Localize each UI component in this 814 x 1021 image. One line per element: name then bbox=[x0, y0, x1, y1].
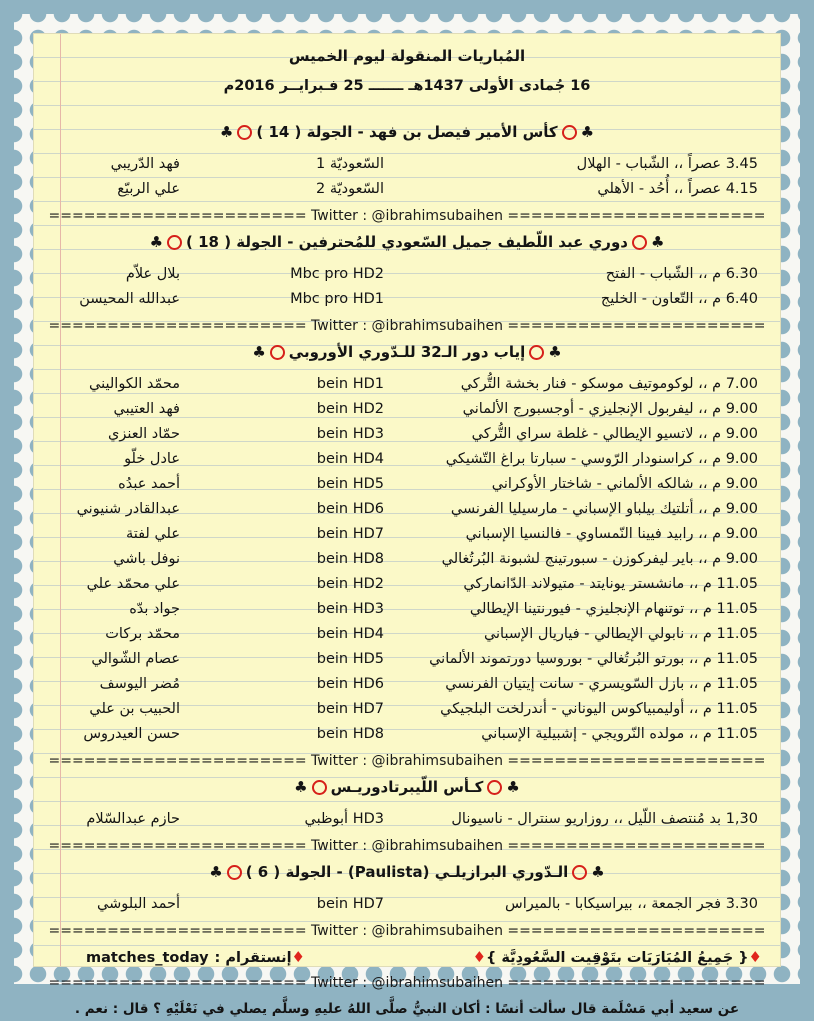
match-row bbox=[34, 807, 780, 831]
channel-text: السّعوديّة 1 bbox=[316, 156, 384, 172]
section-title-text: كأس الأمير فيصل بن فهد - الجولة ( 14 ) bbox=[256, 123, 558, 141]
ring-icon bbox=[167, 235, 182, 250]
match-text: 3.45 عصراً ،، الشّباب - الهلال bbox=[576, 156, 758, 172]
channel-text: bein HD2 bbox=[316, 576, 384, 592]
match-row bbox=[34, 497, 780, 521]
match-row bbox=[34, 697, 780, 721]
ring-icon bbox=[227, 865, 242, 880]
section-title bbox=[34, 860, 780, 884]
match-text: 11.05 م ،، مانشستر يونايتد - متيولاند الدّانماركي bbox=[463, 576, 758, 592]
channel-text: bein HD3 bbox=[316, 426, 384, 442]
diamond-icon: ♦ bbox=[748, 948, 762, 966]
match-row bbox=[34, 647, 780, 671]
club-icon: ♣ bbox=[149, 233, 164, 251]
commentator-text: نوفل باشي bbox=[113, 551, 180, 567]
commentator-text: علي لفتة bbox=[125, 526, 180, 542]
ring-icon bbox=[572, 865, 587, 880]
channel-text: bein HD7 bbox=[316, 701, 384, 717]
channel-text: bein HD6 bbox=[316, 501, 384, 517]
all-times-text: { جَمِيعُ المُبَارَيَات بتَوْقِيت السَّعُودِيَّة } bbox=[486, 950, 749, 966]
section-title-text: الـدّوري البرازيلـي (Paulista) - الجولة ( 6 ) bbox=[245, 863, 569, 881]
footer-row bbox=[34, 945, 780, 969]
twitter-separator: ====================== Twitter : @ibrahimsubaihen ====================== bbox=[48, 838, 766, 854]
club-icon: ♣ bbox=[219, 123, 234, 141]
match-row bbox=[34, 622, 780, 646]
match-text: 6.30 م ،، الشّباب - الفتح bbox=[605, 266, 758, 282]
match-text: 9.00 م ،، رابيد فيينا النّمساوي - فالنسيا الإسباني bbox=[465, 526, 758, 542]
channel-text: bein HD5 bbox=[316, 476, 384, 492]
match-row bbox=[34, 522, 780, 546]
match-text: 9.00 م ،، ليفربول الإنجليزي - أوجسبورج الألماني bbox=[462, 401, 758, 417]
section-title-text: كـأس اللّيبرتادوريـس bbox=[330, 778, 484, 796]
channel-text: bein HD8 bbox=[316, 726, 384, 742]
page-date: 16 جُمادى الأولى 1437هـ ـــــــ 25 فـبرايــر 2016م bbox=[223, 78, 591, 94]
match-text: 9.00 م ،، كراسنودار الرّوسي - سبارتا براغ التّشيكي bbox=[445, 451, 758, 467]
instagram-label: إنستقرام : bbox=[214, 950, 292, 966]
match-text: 3.30 فجر الجمعة ،، بيراسيكابا - بالميراس bbox=[505, 896, 758, 912]
club-icon: ♣ bbox=[580, 123, 595, 141]
club-icon: ♣ bbox=[294, 778, 308, 796]
match-text: 9.00 م ،، شالكه الألماني - شاختار الأوكراني bbox=[491, 476, 758, 492]
club-icon: ♣ bbox=[650, 233, 665, 251]
match-row bbox=[34, 422, 780, 446]
ring-icon bbox=[562, 125, 577, 140]
commentator-text: علي محمّد علي bbox=[86, 576, 180, 592]
ring-icon bbox=[632, 235, 647, 250]
all-times-note bbox=[473, 945, 762, 970]
hadith-text: عن سعيد أبي مَسْلَمة قال سألت أنسًا : أكان النبيُّ صلَّى اللهُ عليهِ وسلَّم يصلي في نَعْلَيْهِ ؟ قال : نعم . bbox=[74, 1001, 740, 1017]
ring-icon bbox=[529, 345, 544, 360]
match-text: 1,30 بد مُنتصف اللّيل ،، روزاريو سنترال - ناسيونال bbox=[451, 811, 758, 827]
club-icon: ♣ bbox=[252, 343, 266, 361]
commentator-text: فهد الدّريبي bbox=[110, 156, 180, 172]
channel-text: bein HD7 bbox=[316, 526, 384, 542]
commentator-text: عبدالقادر شنيوني bbox=[76, 501, 180, 517]
match-row bbox=[34, 372, 780, 396]
match-text: 11.05 م ،، بازل السّويسري - سانت إيتيان الفرنسي bbox=[445, 676, 758, 692]
commentator-text: مُضر اليوسف bbox=[99, 676, 180, 692]
match-text: 6.40 م ،، التّعاون - الخليج bbox=[600, 291, 758, 307]
match-row bbox=[34, 892, 780, 916]
match-row bbox=[34, 672, 780, 696]
commentator-text: عصام الشّوالي bbox=[91, 651, 180, 667]
channel-text: أبوظبي HD3 bbox=[304, 811, 384, 827]
club-icon: ♣ bbox=[548, 343, 562, 361]
match-text: 9.00 م ،، لاتسيو الإيطالي - غلطة سراي التُّركي bbox=[471, 426, 758, 442]
club-icon: ♣ bbox=[209, 863, 223, 881]
channel-text: bein HD5 bbox=[316, 651, 384, 667]
match-row bbox=[34, 287, 780, 311]
commentator-text: الحبيب بن علي bbox=[89, 701, 180, 717]
twitter-separator: ====================== Twitter : @ibrahimsubaihen ====================== bbox=[48, 318, 766, 334]
commentator-text: فهد العتيبي bbox=[113, 401, 180, 417]
match-row bbox=[34, 722, 780, 746]
commentator-text: أحمد البلوشي bbox=[97, 896, 180, 912]
match-text: 11.05 م ،، بورتو البُرتُغالي - بوروسيا دورتموند الألماني bbox=[429, 651, 758, 667]
commentator-text: عادل خلّو bbox=[124, 451, 180, 467]
channel-text: Mbc pro HD1 bbox=[290, 291, 384, 307]
channel-text: bein HD8 bbox=[316, 551, 384, 567]
ring-icon bbox=[270, 345, 285, 360]
club-icon: ♣ bbox=[591, 863, 605, 881]
commentator-text: بلال علاّم bbox=[125, 266, 180, 282]
match-row bbox=[34, 447, 780, 471]
match-row bbox=[34, 597, 780, 621]
page-title: المُباريات المنقولة ليوم الخميس bbox=[288, 47, 526, 65]
section-title-text: إياب دور الـ32 للـدّوري الأوروبي bbox=[288, 343, 526, 361]
twitter-separator: ====================== Twitter : @ibrahimsubaihen ====================== bbox=[48, 975, 766, 991]
match-text: 11.05 م ،، مولده النّرويجي - إشبيلية الإسباني bbox=[481, 726, 758, 742]
match-text: 11.05 م ،، أوليمبياكوس اليوناني - أندرلخت البلجيكي bbox=[440, 701, 758, 717]
channel-text: bein HD4 bbox=[316, 451, 384, 467]
commentator-text: علي الربيّع bbox=[117, 181, 180, 197]
match-row bbox=[34, 262, 780, 286]
section-title bbox=[34, 340, 780, 364]
schedule-sheet bbox=[34, 34, 780, 1017]
section-title bbox=[34, 230, 780, 254]
channel-text: Mbc pro HD2 bbox=[290, 266, 384, 282]
match-text: 11.05 م ،، توتنهام الإنجليزي - فيورنتينا الإيطالي bbox=[469, 601, 758, 617]
channel-text: bein HD4 bbox=[316, 626, 384, 642]
commentator-text: حمّاد العنزي bbox=[108, 426, 180, 442]
match-row bbox=[34, 472, 780, 496]
instagram-note bbox=[86, 945, 305, 970]
section-title bbox=[34, 120, 780, 144]
twitter-separator: ====================== Twitter : @ibrahimsubaihen ====================== bbox=[48, 208, 766, 224]
twitter-separator: ====================== Twitter : @ibrahimsubaihen ====================== bbox=[48, 923, 766, 939]
commentator-text: محمّد الكواليني bbox=[89, 376, 180, 392]
ring-icon bbox=[237, 125, 252, 140]
commentator-text: عبدالله المحيسن bbox=[79, 291, 180, 307]
match-row bbox=[34, 397, 780, 421]
match-text: 11.05 م ،، نابولي الإيطالي - فياريال الإسباني bbox=[483, 626, 758, 642]
channel-text: bein HD3 bbox=[316, 601, 384, 617]
diamond-icon: ♦ bbox=[472, 948, 487, 966]
match-text: 4.15 عصراً ،، أُحُد - الأهلي bbox=[597, 181, 758, 197]
match-row bbox=[34, 152, 780, 176]
channel-text: bein HD1 bbox=[316, 376, 384, 392]
twitter-separator: ====================== Twitter : @ibrahimsubaihen ====================== bbox=[48, 753, 766, 769]
section-title-text: دوري عبد اللّطيف جميل السّعودي للمُحترفين - الجولة ( 18 ) bbox=[186, 233, 628, 251]
match-row bbox=[34, 572, 780, 596]
match-text: 9.00 م ،، باير ليفركوزن - سبورتينج لشبونة البُرتُغالي bbox=[441, 551, 758, 567]
commentator-text: محمّد بركات bbox=[105, 626, 180, 642]
channel-text: bein HD7 bbox=[316, 896, 384, 912]
commentator-text: حسن العيدروس bbox=[83, 726, 180, 742]
channel-text: bein HD6 bbox=[316, 676, 384, 692]
instagram-handle: matches_today bbox=[86, 950, 209, 966]
channel-text: bein HD2 bbox=[316, 401, 384, 417]
ring-icon bbox=[487, 780, 502, 795]
section-title bbox=[34, 775, 780, 799]
commentator-text: جواد بدّه bbox=[129, 601, 180, 617]
diamond-icon: ♦ bbox=[291, 948, 305, 966]
ring-icon bbox=[312, 780, 327, 795]
commentator-text: حازم عبدالسّلام bbox=[86, 811, 180, 827]
match-text: 7.00 م ،، لوكوموتيف موسكو - فنار بخشة التُّركي bbox=[460, 376, 758, 392]
channel-text: السّعوديّة 2 bbox=[316, 181, 384, 197]
commentator-text: أحمد عبدُه bbox=[118, 476, 180, 492]
match-row bbox=[34, 177, 780, 201]
match-row bbox=[34, 547, 780, 571]
match-text: 9.00 م ،، أتلتيك بيلباو الإسباني - مارسيليا الفرنسي bbox=[450, 501, 758, 517]
club-icon: ♣ bbox=[506, 778, 520, 796]
